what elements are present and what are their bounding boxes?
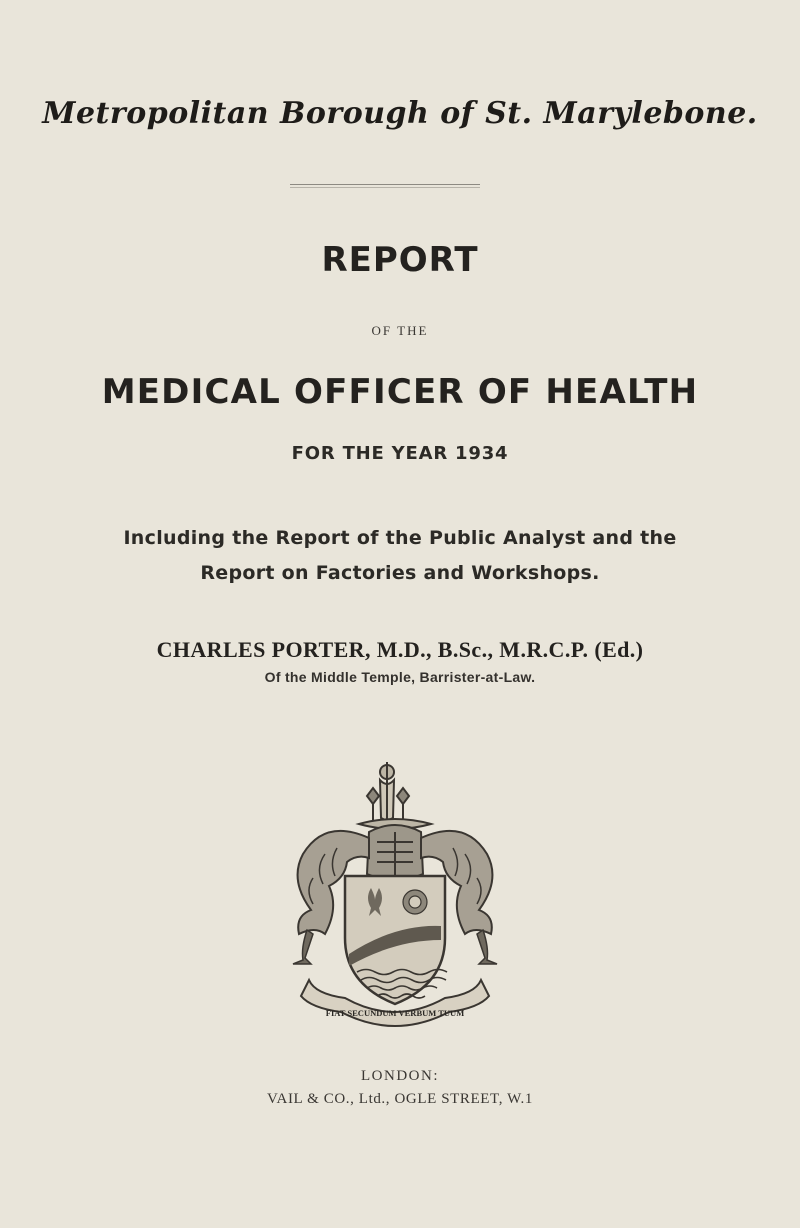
office-heading: MEDICAL OFFICER OF HEALTH — [101, 372, 699, 412]
crest-motto: FIAT SECUNDUM VERBUM TUUM — [325, 1008, 465, 1018]
coat-of-arms-icon — [285, 758, 505, 1030]
subtitle-line-1: Including the Report of the Public Analyst and the — [123, 527, 677, 549]
imprint-city: LONDON: — [361, 1068, 439, 1084]
year-heading: FOR THE YEAR 1934 — [291, 443, 509, 464]
borough-heading: Metropolitan Borough of St. Marylebone. — [42, 96, 758, 131]
subtitle-line-2: Report on Factories and Workshops. — [200, 562, 600, 584]
imprint-publisher: VAIL & CO., Ltd., OGLE STREET, W.1 — [267, 1091, 533, 1107]
author-affiliation: Of the Middle Temple, Barrister-at-Law. — [264, 669, 536, 685]
of-the-label: OF THE — [371, 323, 429, 338]
report-heading: REPORT — [321, 240, 479, 280]
author-name: CHARLES PORTER, M.D., B.Sc., M.R.C.P. (Ed.) — [156, 637, 644, 662]
title-divider — [290, 184, 480, 188]
